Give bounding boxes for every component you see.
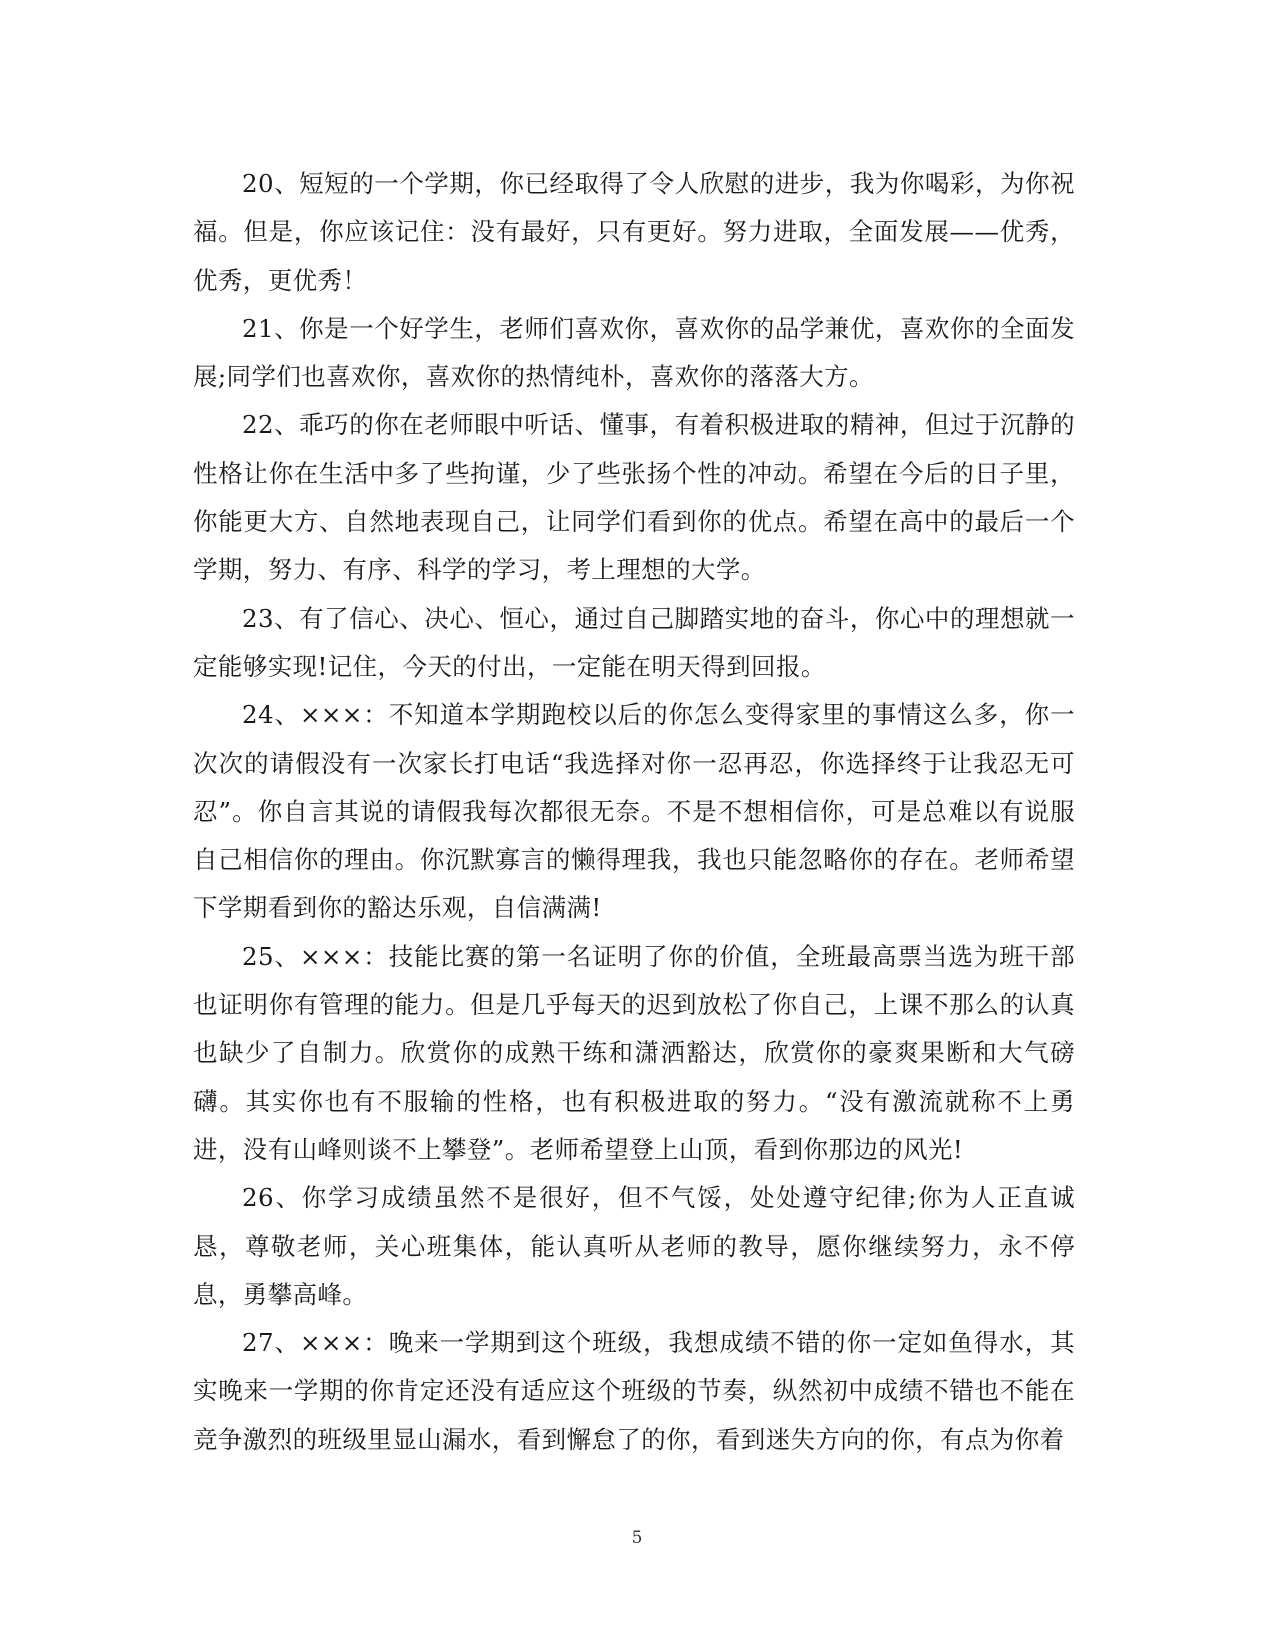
paragraph-22: 22、乖巧的你在老师眼中听话、懂事，有着积极进取的精神，但过于沉静的性格让你在生活中多了些拘谨，少了些张扬个性的冲动。希望在今后的日子里，你能更大方、自然地表现自己，让同学们看到你的优点。希望在高中的最后一个学期，努力、有序、科学的学习，考上理想的大学。 xyxy=(193,410,1075,585)
document-body xyxy=(193,160,1075,1464)
paragraph-21: 21、你是一个好学生，老师们喜欢你，喜欢你的品学兼优，喜欢你的全面发展;同学们也喜欢你，喜欢你的热情纯朴，喜欢你的落落大方。 xyxy=(193,313,1075,392)
paragraph-26: 26、你学习成绩虽然不是很好，但不气馁，处处遵守纪律;你为人正直诚恳，尊敬老师，关心班集体，能认真听从老师的教导，愿你继续努力，永不停息，勇攀高峰。 xyxy=(193,1183,1075,1309)
paragraph-20: 20、短短的一个学期，你已经取得了令人欣慰的进步，我为你喝彩，为你祝福。但是，你应该记住：没有最好，只有更好。努力进取，全面发展——优秀，优秀，更优秀！ xyxy=(193,169,1075,295)
page-number: 5 xyxy=(631,1528,643,1548)
paragraph-24: 24、×××：不知道本学期跑校以后的你怎么变得家里的事情这么多，你一次次的请假没有一次家长打电话“我选择对你一忍再忍，你选择终于让我忍无可忍”。你自言其说的请假我每次都很无奈。不是不想相信你，可是总难以有说服自己相信你的理由。你沉默寡言的懒得理我，我也只能忽略你的存在。老师希望下学期看到你的豁达乐观，自信满满! xyxy=(193,700,1075,923)
paragraph-27: 27、×××：晚来一学期到这个班级，我想成绩不错的你一定如鱼得水，其实晚来一学期的你肯定还没有适应这个班级的节奏，纵然初中成绩不错也不能在竞争激烈的班级里显山漏水，看到懈怠了的你，看到迷失方向的你，有点为你着 xyxy=(193,1328,1075,1454)
paragraph-23: 23、有了信心、决心、恒心，通过自己脚踏实地的奋斗，你心中的理想就一定能够实现!记住，今天的付出，一定能在明天得到回报。 xyxy=(193,603,1075,681)
paragraph-25: 25、×××：技能比赛的第一名证明了你的价值，全班最高票当选为班干部也证明你有管理的能力。但是几乎每天的迟到放松了你自己，上课不那么的认真也缺少了自制力。欣赏你的成熟干练和潇洒豁达，欣赏你的豪爽果断和大气磅礴。其实你也有不服输的性格，也有积极进取的努力。“没有激流就称不上勇进，没有山峰则谈不上攀登”。老师希望登上山顶，看到你那边的风光! xyxy=(193,941,1075,1164)
